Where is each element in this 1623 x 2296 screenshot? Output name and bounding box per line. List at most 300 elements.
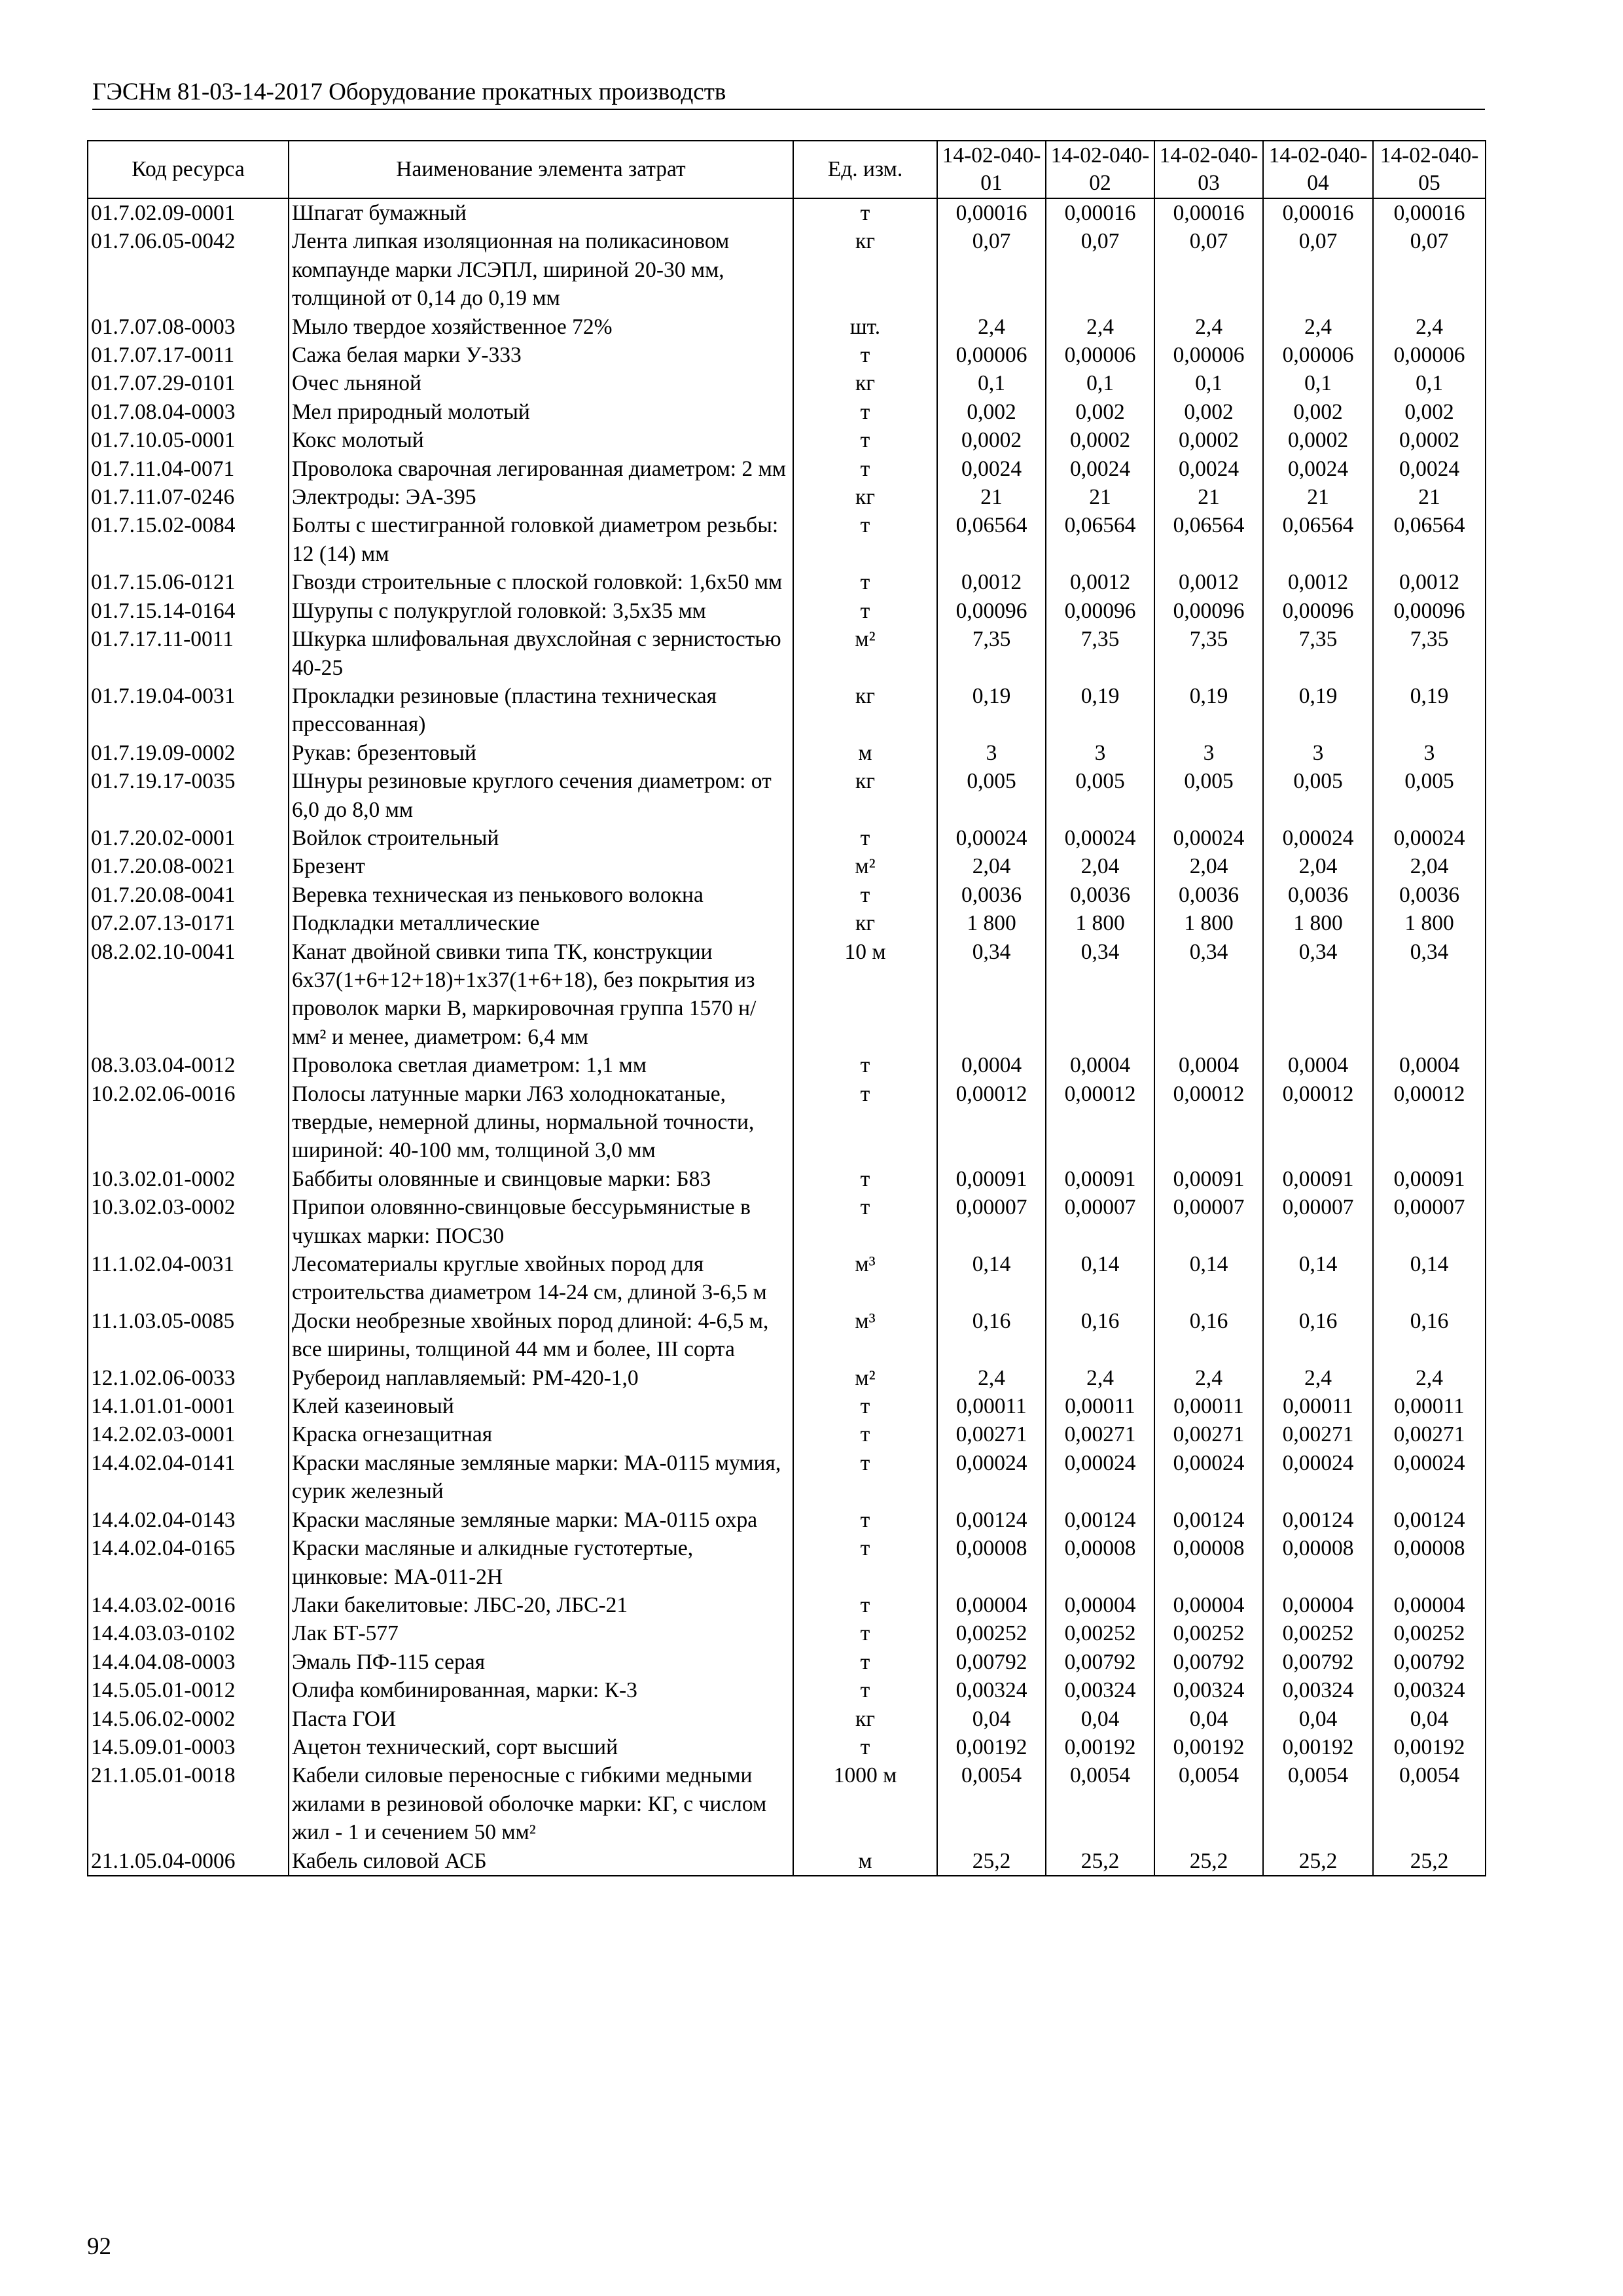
norm-value-040-04: 2,04 xyxy=(1263,852,1373,880)
norm-value-040-03: 0,0004 xyxy=(1154,1051,1263,1079)
resource-code-cell: 01.7.08.04-0003 xyxy=(88,398,289,426)
norm-value-040-02: 0,00091 xyxy=(1046,1165,1154,1193)
table-row xyxy=(88,1761,1486,1846)
norm-value-040-02: 2,4 xyxy=(1046,1364,1154,1392)
norm-value-040-01: 0,00011 xyxy=(937,1392,1046,1420)
norm-value-040-05: 0,19 xyxy=(1373,682,1486,739)
table-row xyxy=(88,1705,1486,1733)
norm-value-040-02: 21 xyxy=(1046,483,1154,511)
norm-value-040-04: 0,00792 xyxy=(1263,1648,1373,1676)
norm-value-040-03: 0,1 xyxy=(1154,369,1263,397)
resource-code-cell: 01.7.19.17-0035 xyxy=(88,767,289,824)
resource-code-cell: 08.3.03.04-0012 xyxy=(88,1051,289,1079)
norm-value-040-01: 0,00006 xyxy=(937,341,1046,369)
norm-value-040-01: 0,00012 xyxy=(937,1080,1046,1165)
table-body xyxy=(88,198,1486,1876)
norm-value-040-01: 0,04 xyxy=(937,1705,1046,1733)
table-row xyxy=(88,568,1486,596)
norm-value-040-02: 0,14 xyxy=(1046,1250,1154,1307)
norm-value-040-04: 25,2 xyxy=(1263,1847,1373,1876)
norm-value-040-02: 0,06564 xyxy=(1046,511,1154,568)
norm-value-040-03: 0,0012 xyxy=(1154,568,1263,596)
unit-cell: т xyxy=(793,597,937,625)
norm-value-040-05: 0,00006 xyxy=(1373,341,1486,369)
norm-value-040-02: 0,00007 xyxy=(1046,1193,1154,1250)
norm-value-040-04: 0,0012 xyxy=(1263,568,1373,596)
norm-value-040-02: 0,00096 xyxy=(1046,597,1154,625)
resource-name-cell: Мел природный молотый xyxy=(289,398,793,426)
resource-code-cell: 01.7.19.04-0031 xyxy=(88,682,289,739)
norm-value-040-05: 0,00024 xyxy=(1373,824,1486,852)
resource-cost-table xyxy=(87,140,1486,1876)
resource-name-cell: Шнуры резиновые круглого сечения диаметром: от 6,0 до 8,0 мм xyxy=(289,767,793,824)
norm-value-040-01: 7,35 xyxy=(937,625,1046,682)
table-row xyxy=(88,483,1486,511)
unit-cell: т xyxy=(793,824,937,852)
norm-value-040-04: 2,4 xyxy=(1263,313,1373,341)
norm-value-040-01: 0,14 xyxy=(937,1250,1046,1307)
unit-cell: т xyxy=(793,1193,937,1250)
norm-value-040-04: 0,0054 xyxy=(1263,1761,1373,1846)
norm-value-040-04: 0,19 xyxy=(1263,682,1373,739)
resource-code-cell: 01.7.15.02-0084 xyxy=(88,511,289,568)
unit-cell: т xyxy=(793,1165,937,1193)
unit-cell: м² xyxy=(793,625,937,682)
resource-code-cell: 14.1.01.01-0001 xyxy=(88,1392,289,1420)
norm-value-040-05: 0,00016 xyxy=(1373,198,1486,227)
norm-value-040-01: 0,0012 xyxy=(937,568,1046,596)
resource-name-cell: Краски масляные и алкидные густотертые, цинковые: МА-011-2Н xyxy=(289,1534,793,1591)
unit-cell: т xyxy=(793,568,937,596)
norm-value-040-03: 0,0054 xyxy=(1154,1761,1263,1846)
norm-value-040-02: 0,19 xyxy=(1046,682,1154,739)
norm-value-040-02: 0,04 xyxy=(1046,1705,1154,1733)
unit-cell: м² xyxy=(793,1364,937,1392)
norm-value-040-02: 0,00124 xyxy=(1046,1506,1154,1534)
norm-value-040-01: 2,4 xyxy=(937,313,1046,341)
unit-cell: кг xyxy=(793,1705,937,1733)
resource-code-cell: 01.7.07.17-0011 xyxy=(88,341,289,369)
norm-value-040-02: 25,2 xyxy=(1046,1847,1154,1876)
norm-value-040-05: 0,0054 xyxy=(1373,1761,1486,1846)
resource-name-cell: Проволока светлая диаметром: 1,1 мм xyxy=(289,1051,793,1079)
resource-code-cell: 10.3.02.01-0002 xyxy=(88,1165,289,1193)
resource-name-cell: Канат двойной свивки типа ТК, конструкции 6х37(1+6+12+18)+1х37(1+6+18), без покрытия из проволок марки В, маркировочная группа 1570 н/мм² и менее, диаметром: 6,4 мм xyxy=(289,938,793,1052)
column-header-unit: Ед. изм. xyxy=(793,141,937,198)
norm-value-040-04: 0,06564 xyxy=(1263,511,1373,568)
norm-value-040-01: 0,0024 xyxy=(937,455,1046,483)
norm-value-040-05: 0,002 xyxy=(1373,398,1486,426)
resource-name-cell: Болты с шестигранной головкой диаметром резьбы: 12 (14) мм xyxy=(289,511,793,568)
norm-value-040-01: 0,0002 xyxy=(937,426,1046,454)
resource-code-cell: 01.7.19.09-0002 xyxy=(88,739,289,767)
table-row xyxy=(88,1619,1486,1647)
resource-code-cell: 01.7.11.07-0246 xyxy=(88,483,289,511)
unit-cell: т xyxy=(793,1591,937,1619)
norm-value-040-01: 0,0054 xyxy=(937,1761,1046,1846)
norm-value-040-01: 0,00024 xyxy=(937,1449,1046,1506)
resource-name-cell: Сажа белая марки У-333 xyxy=(289,341,793,369)
resource-name-cell: Войлок строительный xyxy=(289,824,793,852)
table-row xyxy=(88,1847,1486,1876)
resource-name-cell: Олифа комбинированная, марки: К-3 xyxy=(289,1676,793,1704)
unit-cell: т xyxy=(793,881,937,909)
resource-code-cell: 14.5.06.02-0002 xyxy=(88,1705,289,1733)
norm-value-040-01: 0,00252 xyxy=(937,1619,1046,1647)
unit-cell: т xyxy=(793,1534,937,1591)
unit-cell: т xyxy=(793,1420,937,1448)
norm-value-040-05: 0,14 xyxy=(1373,1250,1486,1307)
resource-code-cell: 12.1.02.06-0033 xyxy=(88,1364,289,1392)
resource-name-cell: Прокладки резиновые (пластина техническая прессованная) xyxy=(289,682,793,739)
table-row xyxy=(88,198,1486,227)
table-row xyxy=(88,369,1486,397)
resource-name-cell: Лак БТ-577 xyxy=(289,1619,793,1647)
norm-value-040-05: 25,2 xyxy=(1373,1847,1486,1876)
norm-value-040-03: 2,4 xyxy=(1154,1364,1263,1392)
norm-value-040-03: 0,00024 xyxy=(1154,824,1263,852)
norm-value-040-02: 0,005 xyxy=(1046,767,1154,824)
table-row xyxy=(88,597,1486,625)
resource-code-cell: 14.4.02.04-0143 xyxy=(88,1506,289,1534)
unit-cell: 10 м xyxy=(793,938,937,1052)
norm-value-040-04: 2,4 xyxy=(1263,1364,1373,1392)
unit-cell: м xyxy=(793,1847,937,1876)
norm-value-040-03: 0,0024 xyxy=(1154,455,1263,483)
norm-value-040-02: 0,00024 xyxy=(1046,824,1154,852)
norm-value-040-03: 21 xyxy=(1154,483,1263,511)
norm-value-040-04: 0,14 xyxy=(1263,1250,1373,1307)
norm-value-040-03: 2,04 xyxy=(1154,852,1263,880)
norm-value-040-05: 0,00324 xyxy=(1373,1676,1486,1704)
norm-value-040-03: 0,19 xyxy=(1154,682,1263,739)
norm-value-040-02: 0,0054 xyxy=(1046,1761,1154,1846)
unit-cell: кг xyxy=(793,909,937,937)
table-row xyxy=(88,881,1486,909)
norm-value-040-03: 0,07 xyxy=(1154,227,1263,312)
norm-value-040-03: 0,16 xyxy=(1154,1307,1263,1364)
norm-value-040-03: 0,04 xyxy=(1154,1705,1263,1733)
resource-name-cell: Рукав: брезентовый xyxy=(289,739,793,767)
norm-value-040-03: 0,002 xyxy=(1154,398,1263,426)
norm-value-040-04: 1 800 xyxy=(1263,909,1373,937)
norm-value-040-01: 0,00324 xyxy=(937,1676,1046,1704)
resource-name-cell: Проволока сварочная легированная диаметром: 2 мм xyxy=(289,455,793,483)
norm-value-040-02: 0,00012 xyxy=(1046,1080,1154,1165)
table-row xyxy=(88,1733,1486,1761)
norm-value-040-03: 1 800 xyxy=(1154,909,1263,937)
column-header-040-05: 14-02-040-05 xyxy=(1373,141,1486,198)
resource-name-cell: Электроды: ЭА-395 xyxy=(289,483,793,511)
norm-value-040-05: 0,04 xyxy=(1373,1705,1486,1733)
norm-value-040-05: 0,00008 xyxy=(1373,1534,1486,1591)
column-header-name: Наименование элемента затрат xyxy=(289,141,793,198)
resource-name-cell: Клей казеиновый xyxy=(289,1392,793,1420)
resource-code-cell: 10.2.02.06-0016 xyxy=(88,1080,289,1165)
unit-cell: м² xyxy=(793,852,937,880)
norm-value-040-01: 0,19 xyxy=(937,682,1046,739)
table-row xyxy=(88,1449,1486,1506)
norm-value-040-04: 0,00004 xyxy=(1263,1591,1373,1619)
norm-value-040-04: 0,00096 xyxy=(1263,597,1373,625)
resource-code-cell: 01.7.15.06-0121 xyxy=(88,568,289,596)
table-row xyxy=(88,938,1486,1052)
unit-cell: т xyxy=(793,1449,937,1506)
norm-value-040-01: 0,002 xyxy=(937,398,1046,426)
norm-value-040-01: 25,2 xyxy=(937,1847,1046,1876)
norm-value-040-04: 0,34 xyxy=(1263,938,1373,1052)
norm-value-040-04: 0,00007 xyxy=(1263,1193,1373,1250)
unit-cell: т xyxy=(793,1080,937,1165)
norm-value-040-04: 0,00006 xyxy=(1263,341,1373,369)
table-row xyxy=(88,1676,1486,1704)
norm-value-040-01: 0,07 xyxy=(937,227,1046,312)
norm-value-040-04: 0,00024 xyxy=(1263,1449,1373,1506)
table-row xyxy=(88,1051,1486,1079)
norm-value-040-03: 0,14 xyxy=(1154,1250,1263,1307)
norm-value-040-01: 3 xyxy=(937,739,1046,767)
norm-value-040-02: 0,00024 xyxy=(1046,1449,1154,1506)
column-header-040-01: 14-02-040-01 xyxy=(937,141,1046,198)
table-row xyxy=(88,313,1486,341)
norm-value-040-03: 0,00007 xyxy=(1154,1193,1263,1250)
norm-value-040-01: 0,06564 xyxy=(937,511,1046,568)
resource-name-cell: Кокс молотый xyxy=(289,426,793,454)
unit-cell: т xyxy=(793,511,937,568)
norm-value-040-04: 0,00324 xyxy=(1263,1676,1373,1704)
norm-value-040-02: 3 xyxy=(1046,739,1154,767)
norm-value-040-01: 1 800 xyxy=(937,909,1046,937)
norm-value-040-03: 0,00792 xyxy=(1154,1648,1263,1676)
resource-name-cell: Краски масляные земляные марки: МА-0115 мумия, сурик железный xyxy=(289,1449,793,1506)
unit-cell: т xyxy=(793,1676,937,1704)
norm-value-040-04: 0,002 xyxy=(1263,398,1373,426)
resource-code-cell: 14.2.02.03-0001 xyxy=(88,1420,289,1448)
table-row xyxy=(88,1250,1486,1307)
unit-cell: шт. xyxy=(793,313,937,341)
norm-value-040-05: 21 xyxy=(1373,483,1486,511)
resource-name-cell: Мыло твердое хозяйственное 72% xyxy=(289,313,793,341)
norm-value-040-01: 21 xyxy=(937,483,1046,511)
unit-cell: кг xyxy=(793,682,937,739)
unit-cell: кг xyxy=(793,483,937,511)
norm-value-040-02: 0,00792 xyxy=(1046,1648,1154,1676)
resource-name-cell: Полосы латунные марки Л63 холоднокатаные, твердые, немерной длины, нормальной точности, шириной: 40-100 мм, толщиной 3,0 мм xyxy=(289,1080,793,1165)
norm-value-040-02: 0,0036 xyxy=(1046,881,1154,909)
norm-value-040-01: 0,00008 xyxy=(937,1534,1046,1591)
resource-name-cell: Доски необрезные хвойных пород длиной: 4-6,5 м, все ширины, толщиной 44 мм и более, III сорта xyxy=(289,1307,793,1364)
table-row xyxy=(88,1648,1486,1676)
norm-value-040-04: 0,005 xyxy=(1263,767,1373,824)
resource-name-cell: Припои оловянно-свинцовые бессурьмянистые в чушках марки: ПОС30 xyxy=(289,1193,793,1250)
norm-value-040-03: 0,00324 xyxy=(1154,1676,1263,1704)
unit-cell: т xyxy=(793,398,937,426)
norm-value-040-02: 0,16 xyxy=(1046,1307,1154,1364)
norm-value-040-02: 0,07 xyxy=(1046,227,1154,312)
resource-code-cell: 21.1.05.01-0018 xyxy=(88,1761,289,1846)
table-row xyxy=(88,1506,1486,1534)
norm-value-040-01: 0,0004 xyxy=(937,1051,1046,1079)
resource-code-cell: 08.2.02.10-0041 xyxy=(88,938,289,1052)
resource-name-cell: Кабель силовой АСБ xyxy=(289,1847,793,1876)
page-number: 92 xyxy=(87,2233,111,2260)
norm-value-040-04: 0,00012 xyxy=(1263,1080,1373,1165)
norm-value-040-05: 0,00007 xyxy=(1373,1193,1486,1250)
norm-value-040-02: 0,0024 xyxy=(1046,455,1154,483)
norm-value-040-04: 0,0036 xyxy=(1263,881,1373,909)
norm-value-040-01: 0,00004 xyxy=(937,1591,1046,1619)
table-row xyxy=(88,1307,1486,1364)
norm-value-040-03: 3 xyxy=(1154,739,1263,767)
norm-value-040-01: 0,00091 xyxy=(937,1165,1046,1193)
resource-code-cell: 11.1.02.04-0031 xyxy=(88,1250,289,1307)
norm-value-040-01: 0,1 xyxy=(937,369,1046,397)
resource-code-cell: 14.4.02.04-0165 xyxy=(88,1534,289,1591)
resource-name-cell: Брезент xyxy=(289,852,793,880)
resource-code-cell: 01.7.07.08-0003 xyxy=(88,313,289,341)
norm-value-040-01: 2,04 xyxy=(937,852,1046,880)
unit-cell: т xyxy=(793,1392,937,1420)
norm-value-040-05: 2,04 xyxy=(1373,852,1486,880)
norm-value-040-03: 0,00192 xyxy=(1154,1733,1263,1761)
unit-cell: кг xyxy=(793,227,937,312)
resource-name-cell: Паста ГОИ xyxy=(289,1705,793,1733)
norm-value-040-05: 0,1 xyxy=(1373,369,1486,397)
resource-name-cell: Подкладки металлические xyxy=(289,909,793,937)
table-row xyxy=(88,398,1486,426)
resource-name-cell: Рубероид наплавляемый: РМ-420-1,0 xyxy=(289,1364,793,1392)
norm-value-040-04: 0,0002 xyxy=(1263,426,1373,454)
resource-code-cell: 14.4.03.03-0102 xyxy=(88,1619,289,1647)
norm-value-040-05: 0,0024 xyxy=(1373,455,1486,483)
norm-value-040-02: 0,00011 xyxy=(1046,1392,1154,1420)
norm-value-040-02: 0,00006 xyxy=(1046,341,1154,369)
table-row xyxy=(88,1080,1486,1165)
table-row xyxy=(88,767,1486,824)
norm-value-040-04: 0,0004 xyxy=(1263,1051,1373,1079)
norm-value-040-01: 0,34 xyxy=(937,938,1046,1052)
norm-value-040-05: 3 xyxy=(1373,739,1486,767)
norm-value-040-04: 0,00091 xyxy=(1263,1165,1373,1193)
table-row xyxy=(88,511,1486,568)
unit-cell: т xyxy=(793,426,937,454)
header-divider xyxy=(92,109,1485,110)
norm-value-040-01: 0,00016 xyxy=(937,198,1046,227)
norm-value-040-03: 0,00091 xyxy=(1154,1165,1263,1193)
norm-value-040-01: 0,00096 xyxy=(937,597,1046,625)
resource-code-cell: 14.4.02.04-0141 xyxy=(88,1449,289,1506)
norm-value-040-04: 0,00016 xyxy=(1263,198,1373,227)
norm-value-040-05: 0,16 xyxy=(1373,1307,1486,1364)
norm-value-040-01: 0,00192 xyxy=(937,1733,1046,1761)
norm-value-040-05: 0,00252 xyxy=(1373,1619,1486,1647)
unit-cell: кг xyxy=(793,767,937,824)
unit-cell: м xyxy=(793,739,937,767)
resource-name-cell: Лесоматериалы круглые хвойных пород для строительства диаметром 14-24 см, длиной 3-6,5 м xyxy=(289,1250,793,1307)
norm-value-040-04: 0,16 xyxy=(1263,1307,1373,1364)
unit-cell: т xyxy=(793,1051,937,1079)
table-row xyxy=(88,1193,1486,1250)
resource-code-cell: 01.7.10.05-0001 xyxy=(88,426,289,454)
norm-value-040-02: 0,0004 xyxy=(1046,1051,1154,1079)
resource-code-cell: 01.7.20.08-0041 xyxy=(88,881,289,909)
norm-value-040-04: 0,0024 xyxy=(1263,455,1373,483)
norm-value-040-03: 0,00012 xyxy=(1154,1080,1263,1165)
table-row xyxy=(88,455,1486,483)
table-row xyxy=(88,1591,1486,1619)
norm-value-040-03: 0,00008 xyxy=(1154,1534,1263,1591)
norm-value-040-03: 0,0036 xyxy=(1154,881,1263,909)
table-row xyxy=(88,824,1486,852)
norm-value-040-04: 0,1 xyxy=(1263,369,1373,397)
norm-value-040-05: 0,00124 xyxy=(1373,1506,1486,1534)
table-header-row xyxy=(88,141,1486,198)
table-row xyxy=(88,1364,1486,1392)
table-row xyxy=(88,341,1486,369)
resource-code-cell: 07.2.07.13-0171 xyxy=(88,909,289,937)
resource-name-cell: Лаки бакелитовые: ЛБС-20, ЛБС-21 xyxy=(289,1591,793,1619)
norm-value-040-05: 0,34 xyxy=(1373,938,1486,1052)
norm-value-040-02: 7,35 xyxy=(1046,625,1154,682)
norm-value-040-05: 0,00192 xyxy=(1373,1733,1486,1761)
norm-value-040-02: 0,00016 xyxy=(1046,198,1154,227)
table-row xyxy=(88,1420,1486,1448)
norm-value-040-03: 0,00006 xyxy=(1154,341,1263,369)
document-header: ГЭСНм 81-03-14-2017 Оборудование прокатных производств xyxy=(92,79,726,105)
norm-value-040-01: 0,005 xyxy=(937,767,1046,824)
resource-name-cell: Лента липкая изоляционная на поликасиновом компаунде марки ЛСЭПЛ, шириной 20-30 мм, толщиной от 0,14 до 0,19 мм xyxy=(289,227,793,312)
column-header-code: Код ресурса xyxy=(88,141,289,198)
norm-value-040-05: 0,00271 xyxy=(1373,1420,1486,1448)
table-row xyxy=(88,1534,1486,1591)
resource-name-cell: Кабели силовые переносные с гибкими медными жилами в резиновой оболочке марки: КГ, с числом жил - 1 и сечением 50 мм² xyxy=(289,1761,793,1846)
resource-name-cell: Шкурка шлифовальная двухслойная с зернистостью 40-25 xyxy=(289,625,793,682)
norm-value-040-03: 0,005 xyxy=(1154,767,1263,824)
norm-value-040-03: 0,00024 xyxy=(1154,1449,1263,1506)
norm-value-040-01: 0,00024 xyxy=(937,824,1046,852)
resource-name-cell: Баббиты оловянные и свинцовые марки: Б83 xyxy=(289,1165,793,1193)
resource-name-cell: Очес льняной xyxy=(289,369,793,397)
unit-cell: м³ xyxy=(793,1307,937,1364)
resource-code-cell: 21.1.05.04-0006 xyxy=(88,1847,289,1876)
unit-cell: т xyxy=(793,455,937,483)
norm-value-040-02: 0,00271 xyxy=(1046,1420,1154,1448)
table-row xyxy=(88,739,1486,767)
norm-value-040-05: 0,00004 xyxy=(1373,1591,1486,1619)
norm-value-040-02: 0,1 xyxy=(1046,369,1154,397)
norm-value-040-05: 2,4 xyxy=(1373,313,1486,341)
norm-value-040-05: 0,0004 xyxy=(1373,1051,1486,1079)
norm-value-040-02: 1 800 xyxy=(1046,909,1154,937)
norm-value-040-03: 0,00096 xyxy=(1154,597,1263,625)
norm-value-040-04: 0,00124 xyxy=(1263,1506,1373,1534)
norm-value-040-05: 0,00091 xyxy=(1373,1165,1486,1193)
norm-value-040-05: 1 800 xyxy=(1373,909,1486,937)
norm-value-040-03: 0,00124 xyxy=(1154,1506,1263,1534)
norm-value-040-05: 0,00012 xyxy=(1373,1080,1486,1165)
unit-cell: т xyxy=(793,1648,937,1676)
resource-name-cell: Ацетон технический, сорт высший xyxy=(289,1733,793,1761)
norm-value-040-03: 2,4 xyxy=(1154,313,1263,341)
resource-code-cell: 14.5.05.01-0012 xyxy=(88,1676,289,1704)
norm-value-040-02: 0,0012 xyxy=(1046,568,1154,596)
unit-cell: кг xyxy=(793,369,937,397)
norm-value-040-02: 0,34 xyxy=(1046,938,1154,1052)
resource-code-cell: 10.3.02.03-0002 xyxy=(88,1193,289,1250)
table-row xyxy=(88,852,1486,880)
norm-value-040-05: 0,07 xyxy=(1373,227,1486,312)
norm-value-040-01: 0,00124 xyxy=(937,1506,1046,1534)
